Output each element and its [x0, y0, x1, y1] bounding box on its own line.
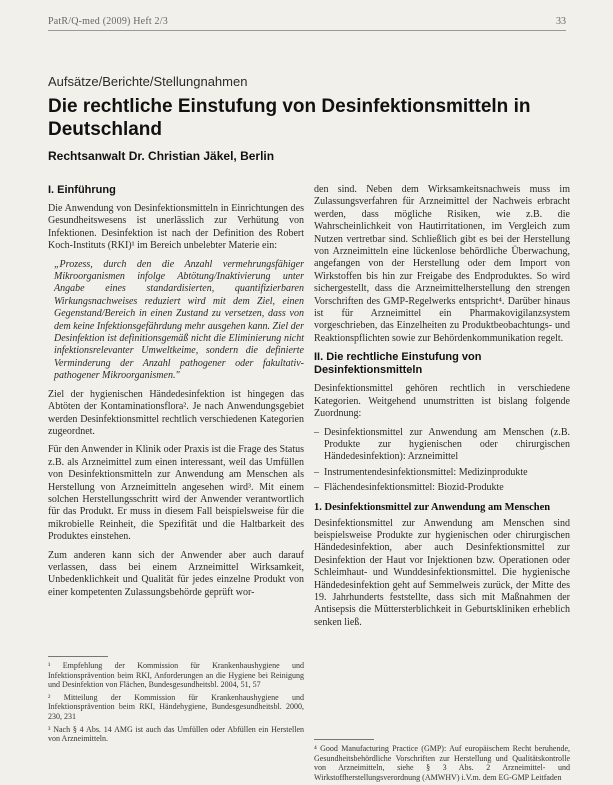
footnote-divider	[314, 739, 374, 740]
subsection-heading: 1. Desinfektionsmittel zur Anwendung am Menschen	[314, 501, 551, 513]
paragraph: Desinfektionsmittel gehören rechtlich in verschiedene Kategorien. Weitgehend unumstritten ist bislang folgende Zuordnung:	[314, 383, 570, 420]
list-item: – Flächendesinfektionsmittel: Biozid-Produkte	[314, 482, 570, 494]
footnote-divider	[48, 656, 108, 657]
rki-definition-quote: „Prozess, durch den die Anzahl vermehrungsfähiger Mikroorganismen infolge Abtötung/Inaktivierung unter Angabe eines standardisierten, quantifizierbaren Wirkungsnachweises reduziert wird mit dem Ziel, einen Gegenstand/Bereich in einen Zustand zu versetzen, dass von dem keine Infektionsgefährdung mehr ausgehen kann. Ziel der Desinfektion ist definitionsgemäß nicht die Eliminierung nicht infektionsrelevanter Umweltkeime, sondern die definierte Verminderung der Anzahl pathogener oder fakultativ-pathogener Mikroorganismen."	[54, 258, 304, 382]
paragraph: Die Anwendung von Desinfektionsmitteln in Einrichtungen des Gesundheitswesens ist unerlässlich zur Verhütung von Infektionen. Desinfektion ist nach der Definition des Robert Koch-Instituts (RKI)¹ im Bereich unbelebter Materie ein:	[48, 203, 304, 252]
paragraph: Zum anderen kann sich der Anwender aber auch darauf verlassen, dass bei einem Arzneimittel Wirksamkeit, Unbedenklichkeit und Qualität für jedes einzelne Produkt von einer kompetenten Zulassungsbehörde geprüft wor-	[48, 549, 304, 598]
list-item: – Desinfektionsmittel zur Anwendung am Menschen (z.B. Produkte zur hygienischen oder chirurgischen Händedesinfektion): Arzneimittel	[314, 427, 570, 464]
paragraph: Für den Anwender in Klinik oder Praxis ist die Frage des Status z.B. als Arzneimittel zum einen interessant, weil das Umfüllen von Desinfektionsmitteln zur Anwendung am Menschen als Herstellung von Arzneimitteln angesehen wird³. Mit einem solchen Herstellungsschritt wird der Anwender verantwortlich für das Produkt. Er muss in diesem Fall beispielsweise für die mikrobielle Reinheit, die Spezifität und die Haltbarkeit des Produktes einstehen.	[48, 444, 304, 543]
footnote: ¹ Empfehlung der Kommission für Krankenhaushygiene und Infektionsprävention beim RKI, Anforderungen an die Hygiene bei Reinigung und Desinfektion von Flächen, Bundesgesundheitsbl. 2004, 51, 57	[48, 661, 304, 690]
section-heading-introduction: I. Einführung	[48, 184, 116, 196]
list-item: – Instrumentendesinfektionsmittel: Medizinprodukte	[314, 467, 570, 479]
footnotes-right	[314, 733, 570, 785]
page-header	[48, 14, 566, 31]
classification-list	[314, 427, 570, 495]
footnotes-left	[48, 650, 304, 747]
right-column	[314, 184, 570, 629]
paragraph: Desinfektionsmittel zur Anwendung am Menschen sind beispielsweise Produkte zur hygienischen oder chirurgischen Händedesinfektion, aber auch Desinfektionsmittel zur Desinfektion der Haut vor Injektionen bzw. Operationen oder Schleimhaut- und Wunddesinfektionsmittel. Die hygienische Händedesinfektion geht auf Semmelweis zurück, der Mitte des 19. Jahrhunderts feststellte, dass sich mit Maßnahmen der Antisepsis die Müttersterblichkeit in Geburtskliniken erheblich senken ließ.	[314, 517, 570, 628]
footnote: ⁴ Good Manufacturing Practice (GMP): Auf europäischem Recht beruhende, Gesundheitsbehördliche Vorschriften zur Herstellung und Qualitätskontrolle von Arzneimitteln, siehe § 3 Abs. 2 Arzneimittel- und Wirkstoffherstellungsverordnung (AMWHV) i.V.m. dem EG-GMP Leitfaden	[314, 744, 570, 782]
paragraph: Ziel der hygienischen Händedesinfektion ist hingegen das Abtöten der Kontaminationsflora². Je nach Anwendungsgebiet werden Desinfektionsmittel rechtlich verschiedenen Kategorien zugeordnet.	[48, 388, 304, 437]
paragraph: den sind. Neben dem Wirksamkeitsnachweis muss im Zulassungsverfahren für Arzneimittel der Nachweis erbracht werden, dass mögliche Risiken, wie z.B. die Wahrscheinlichkeit von Hautirritationen, im Vergleich zum Nutzen vertretbar sind. Schließlich gibt es bei der Herstellung von Arzneimitteln eine lückenlose behördliche Überwachung, angefangen von der Herstellung oder dem Import von Wirkstoffen bis hin zur Freigabe des Endproduktes. So wird sichergestellt, dass die Arzneimittelherstellung den strengen Vorschriften des GMP-Regelwerks entspricht⁴. Darüber hinaus ist für Arzneimittel ein Pharmakovigilanzsystem vorgeschrieben, das Einzelheiten zu Produktbeobachtungs- und Reaktionspflichten sowie zur Behördenkommunikation regelt.	[314, 184, 570, 344]
rubric-label: Aufsätze/Berichte/Stellungnahmen	[48, 74, 248, 89]
article-author: Rechtsanwalt Dr. Christian Jäkel, Berlin	[48, 149, 275, 163]
page-number: 33	[556, 16, 566, 27]
article-title: Die rechtliche Einstufung von Desinfektionsmitteln in Deutschland	[48, 96, 531, 140]
left-column	[48, 184, 304, 599]
footnote: ² Mitteilung der Kommission für Krankenhaushygiene und Infektionsprävention beim RKI, Händehygiene, Bundesgesundheitsbl. 2000, 230, 231	[48, 692, 304, 721]
footnote: ³ Nach § 4 Abs. 14 AMG ist auch das Umfüllen oder Abfüllen ein Herstellen von Arzneimitteln.	[48, 724, 304, 744]
journal-reference: PatR/Q-med (2009) Heft 2/3	[48, 16, 168, 27]
section-heading-legal-classification: II. Die rechtliche Einstufung von Desinfektionsmitteln	[314, 351, 482, 377]
